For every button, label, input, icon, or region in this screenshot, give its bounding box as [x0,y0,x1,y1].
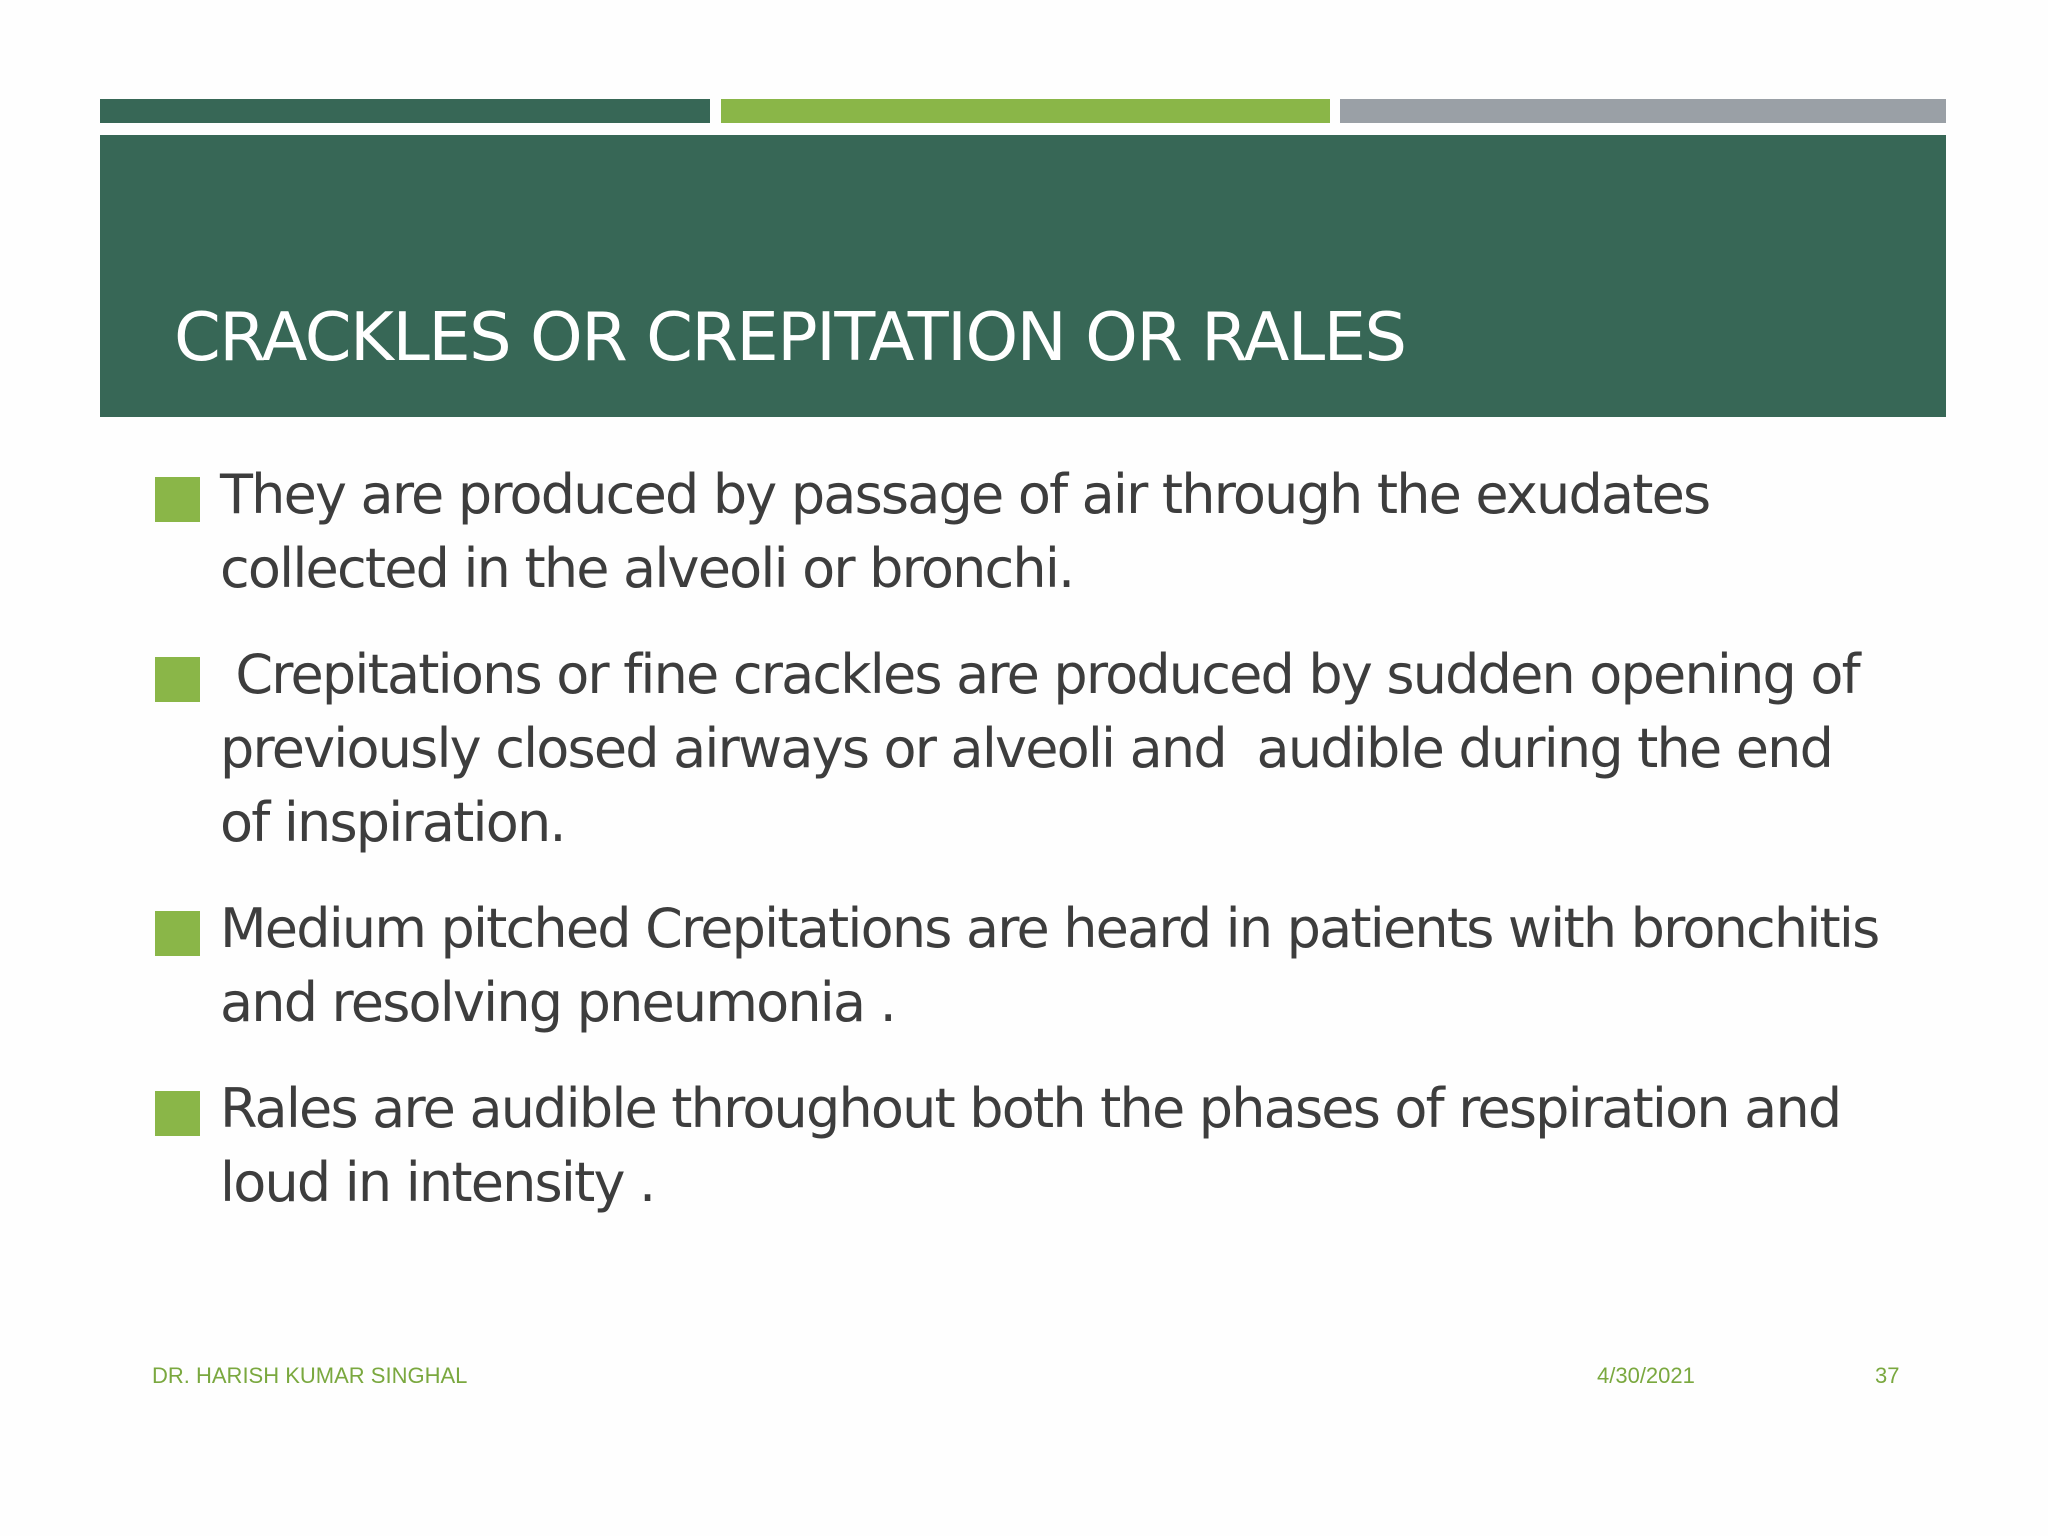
bullet-text: Crepitations or fine crackles are produced by sudden opening of previously closed airways or alveoli and audible during the end of inspiration. [220,643,1875,854]
bullet-item [155,638,1895,860]
bullet-item [155,1072,1895,1220]
slide-title: CRACKLES OR CREPITATION OR RALES [174,298,1406,376]
square-bullet-icon [155,657,200,702]
square-bullet-icon [155,911,200,956]
footer-page-number: 37 [1875,1363,1900,1388]
square-bullet-icon [155,477,200,522]
bullet-text: Medium pitched Crepitations are heard in patients with bronchitis and resolving pneumonia . [220,897,1879,1034]
footer-author: DR. HARISH KUMAR SINGHAL [152,1363,468,1388]
accent-bar-primary [100,99,710,123]
bullet-text: Rales are audible throughout both the phases of respiration and loud in intensity . [220,1077,1841,1214]
accent-bar-accent [721,99,1330,123]
bullet-text: They are produced by passage of air through the exudates collected in the alveoli or bronchi. [220,463,1710,600]
footer-date: 4/30/2021 [1597,1363,1695,1388]
square-bullet-icon [155,1091,200,1136]
bullet-list [155,458,1895,1252]
bullet-item [155,458,1895,606]
accent-bar-muted [1340,99,1946,123]
bullet-item [155,892,1895,1040]
